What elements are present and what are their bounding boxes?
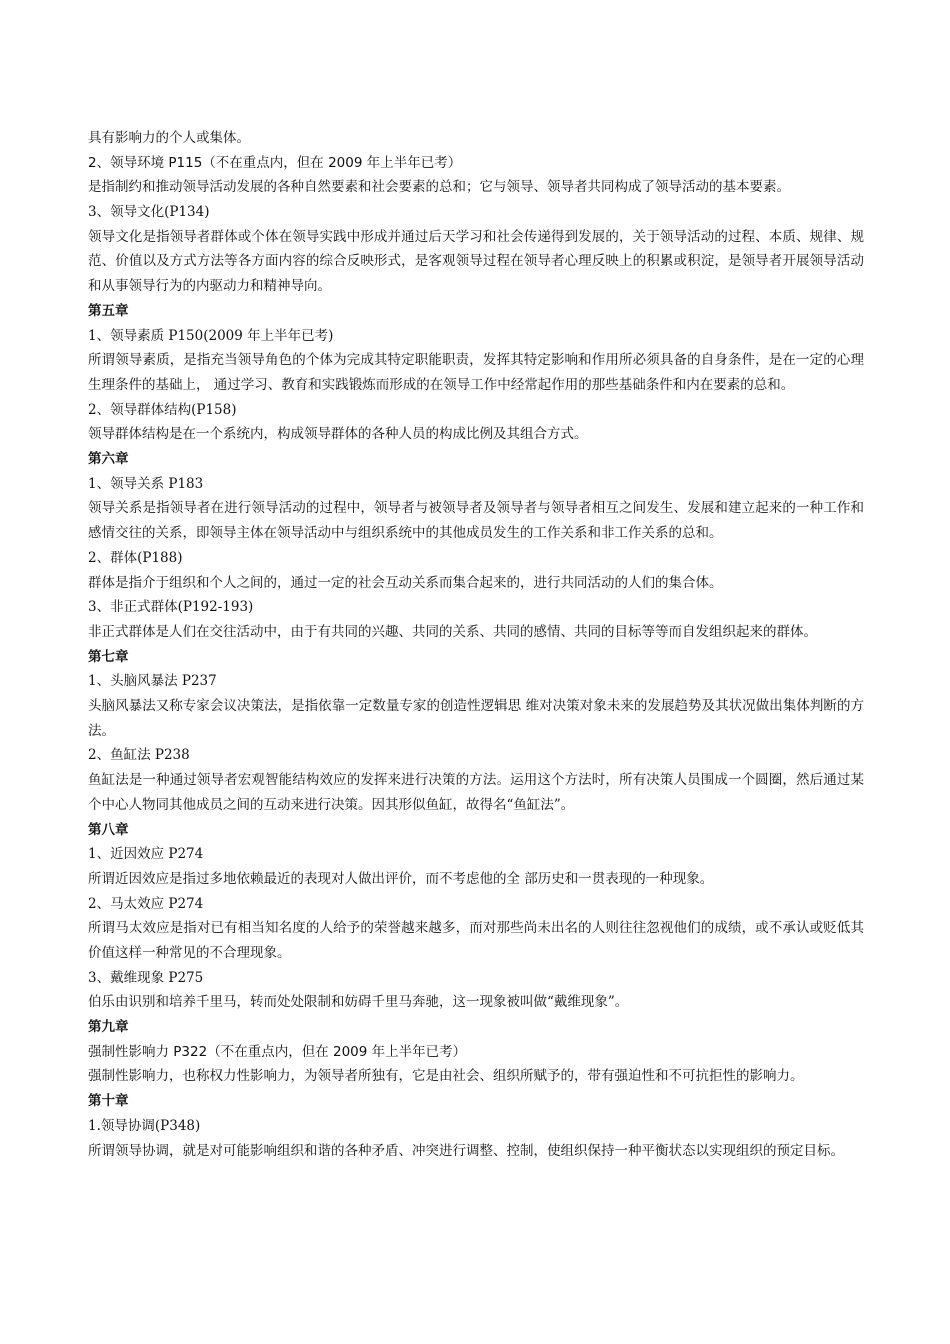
term-leadership-group-structure: 2、领导群体结构(P158) bbox=[88, 401, 237, 418]
chapter-5-heading: 第五章 bbox=[88, 302, 129, 319]
term-group: 2、群体(P188) bbox=[88, 549, 183, 566]
paragraph-leadership-group-structure: 领导群体结构是在一个系统内，构成领导群体的各种人员的构成比例及其组合方式。 bbox=[88, 426, 588, 443]
chapter-9-heading: 第九章 bbox=[88, 1019, 129, 1036]
paragraph-leadership-environment: 是指制约和推动领导活动发展的各种自然要素和社会要素的总和；它与领导、领导者共同构成了领导活动的基本要素。 bbox=[88, 179, 790, 196]
paragraph-leadership-relation: 领导关系是指领导者在进行领导活动的过程中，领导者与被领导者及领导者与领导者相互之间发生、发展和建立起来的一种工作和感情交往的关系，即领导主体在领导活动中与组织系统中的其他成员发生的工作关系和非工作关系的总和。 bbox=[88, 500, 864, 542]
term-leadership-environment: 2、领导环境 P115（不在重点内，但在 2009 年上半年已考） bbox=[88, 154, 462, 171]
paragraph-leadership-culture: 领导文化是指领导者群体或个体在领导实践中形成并通过后天学习和社会传递得到发展的，关于领导活动的过程、本质、规律、规范、价值以及方式方法等各方面内容的综合反映形式，是客观领导过程在领导者心理反映上的积累或积淀，是领导者开展领导活动和从事领导行为的内驱动力和精神导向。 bbox=[88, 228, 864, 295]
chapter-7-heading: 第七章 bbox=[88, 648, 129, 665]
term-fishbowl-method: 2、鱼缸法 P238 bbox=[88, 747, 190, 764]
term-matthew-effect: 2、马太效应 P274 bbox=[88, 895, 204, 912]
paragraph-davy-phenomenon: 伯乐由识别和培养千里马，转而处处限制和妨碍千里马奔驰，这一现象被叫做“戴维现象”。 bbox=[88, 994, 629, 1011]
paragraph-group: 群体是指介于组织和个人之间的，通过一定的社会互动关系而集合起来的，进行共同活动的人们的集合体。 bbox=[88, 574, 723, 591]
term-brainstorming: 1、头脑风暴法 P237 bbox=[88, 673, 217, 690]
paragraph-matthew-effect: 所谓马太效应是指对已有相当知名度的人给予的荣誉越来越多，而对那些尚未出名的人则往往忽视他们的成绩，或不承认或贬低其价值这样一种常见的不合理现象。 bbox=[88, 920, 864, 961]
chapter-6-heading: 第六章 bbox=[88, 451, 129, 468]
term-leadership-relation: 1、领导关系 P183 bbox=[88, 475, 204, 492]
chapter-8-heading: 第八章 bbox=[88, 821, 129, 838]
term-informal-group: 3、非正式群体(P192-193) bbox=[88, 599, 254, 616]
chapter-10-heading: 第十章 bbox=[88, 1093, 129, 1110]
term-leadership-quality: 1、领导素质 P150(2009 年上半年已考) bbox=[88, 327, 334, 344]
paragraph-informal-group: 非正式群体是人们在交往活动中，由于有共同的兴趣、共同的关系、共同的感情、共同的目标等等而自发组织起来的群体。 bbox=[88, 623, 817, 640]
paragraph-brainstorming: 头脑风暴法又称专家会议决策法，是指依靠一定数量专家的创造性逻辑思 维对决策对象未来的发展趋势及其状况做出集体判断的方法。 bbox=[88, 698, 864, 739]
term-davy-phenomenon: 3、戴维现象 P275 bbox=[88, 969, 204, 986]
paragraph-fishbowl-method: 鱼缸法是一种通过领导者宏观智能结构效应的发挥来进行决策的方法。运用这个方法时，所有决策人员围成一个圆圈，然后通过某个中心人物同其他成员之间的互动来进行决策。因其形似鱼缸，故得名“鱼缸法”。 bbox=[88, 772, 864, 813]
paragraph-collective-influence: 具有影响力的个人或集体。 bbox=[88, 130, 250, 146]
paragraph-leadership-coordination: 所谓领导协调，就是对可能影响组织和谐的各种矛盾、冲突进行调整、控制，使组织保持一种平衡状态以实现组织的预定目标。 bbox=[88, 1142, 844, 1159]
term-leadership-culture: 3、领导文化(P134) bbox=[88, 204, 210, 221]
term-recency-effect: 1、近因效应 P274 bbox=[88, 846, 204, 863]
paragraph-coercive-influence: 强制性影响力，也称权力性影响力，为领导者所独有，它是由社会、组织所赋予的，带有强迫性和不可抗拒性的影响力。 bbox=[88, 1068, 804, 1085]
document-body bbox=[88, 126, 864, 1163]
paragraph-leadership-quality: 所谓领导素质，是指充当领导角色的个体为完成其特定职能职责，发挥其特定影响和作用所必须具备的自身条件，是在一定的心理生理条件的基础上， 通过学习、教育和实践锻炼而形成的在领导工作中经常起作用的那些基础条件和内在要素的总和。 bbox=[88, 352, 864, 393]
paragraph-recency-effect: 所谓近因效应是指过多地依赖最近的表现对人做出评价，而不考虑他的全 部历史和一贯表现的一种现象。 bbox=[88, 870, 714, 887]
term-coercive-influence: 强制性影响力 P322（不在重点内，但在 2009 年上半年已考） bbox=[88, 1043, 467, 1060]
term-leadership-coordination: 1.领导协调(P348) bbox=[88, 1117, 201, 1134]
